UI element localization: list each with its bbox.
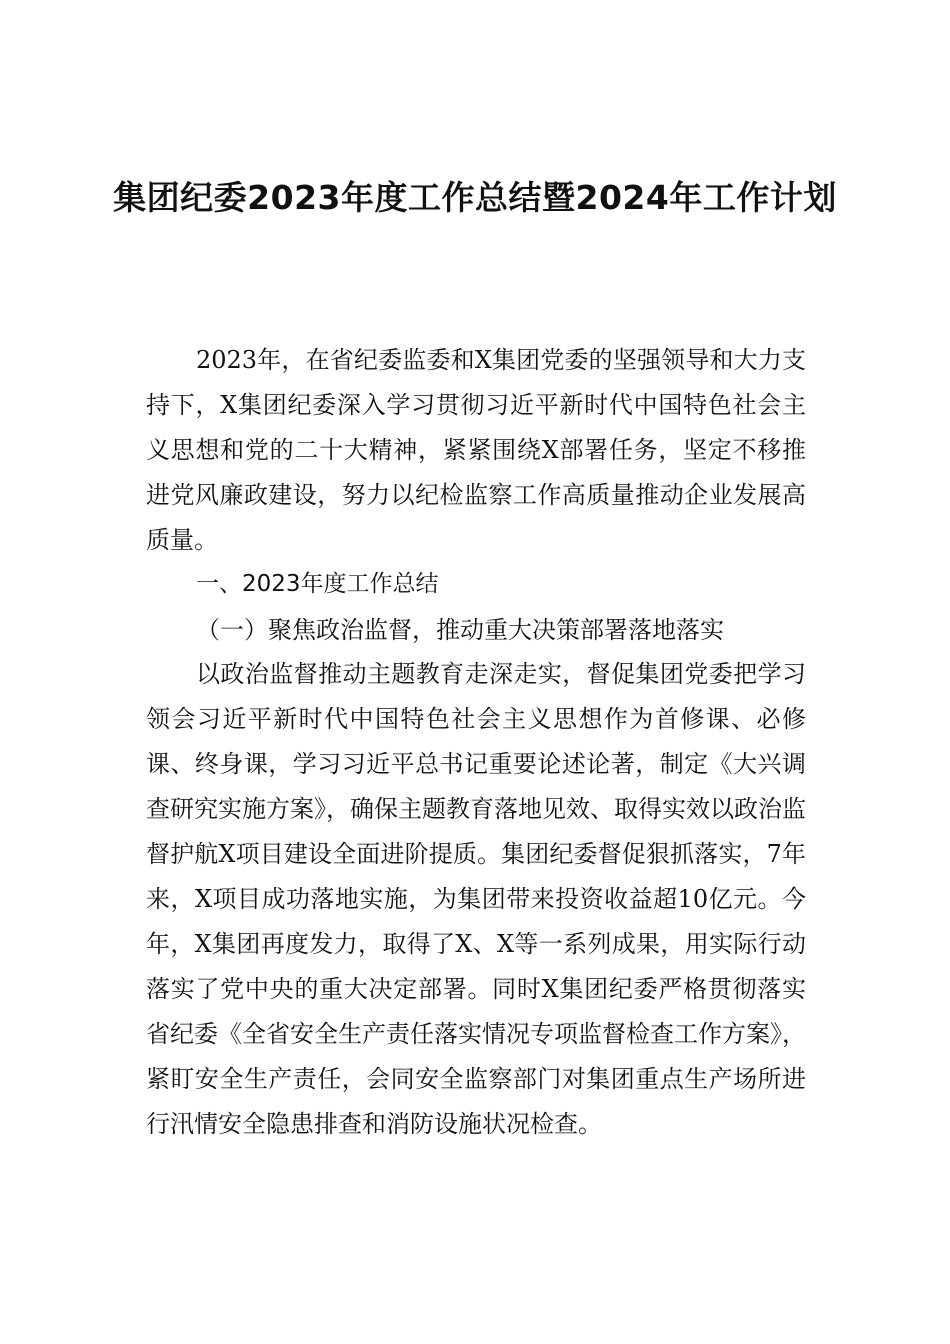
- intro-paragraph: 2023年，在省纪委监委和X集团党委的坚强领导和大力支持下，X集团纪委深入学习贯彻习近平新时代中国特色社会主义思想和党的二十大精神，紧紧围绕X部署任务，坚定不移推进党风廉政建设，努力以纪检监察工作高质量推动企业发展高质量。: [146, 346, 806, 554]
- section-heading: 一、2023年度工作总结: [196, 571, 439, 597]
- subsection-paragraph: 以政治监督推动主题教育走深走实，督促集团党委把学习领会习近平新时代中国特色社会主义思想作为首修课、必修课、终身课，学习习近平总书记重要论述论著，制定《大兴调查研究实施方案》，确保主题教育落地见效、取得实效以政治监督护航X项目建设全面进阶提质。集团纪委督促狠抓落实，7年来，X项目成功落地实施，为集团带来投资收益超10亿元。今年，X集团再度发力，取得了X、X等一系列成果，用实际行动落实了党中央的重大决定部署。同时X集团纪委严格贯彻落实省纪委《全省安全生产责任落实情况专项监督检查工作方案》，紧盯安全生产责任，会同安全监察部门对集团重点生产场所进行汛情安全隐患排查和消防设施状况检查。: [146, 660, 806, 1138]
- document-title: 集团纪委2023年度工作总结暨2024年工作计划: [113, 178, 837, 217]
- subsection-heading: （一）聚焦政治监督，推动重大决策部署落地落实: [196, 616, 724, 644]
